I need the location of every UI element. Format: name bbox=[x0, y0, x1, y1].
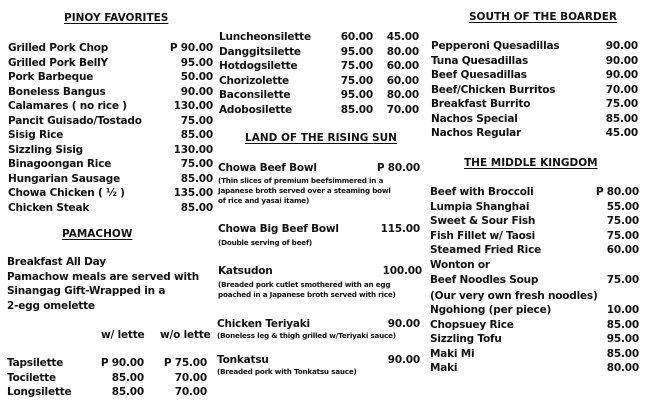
item-name: Ngohiong (per piece) bbox=[430, 304, 552, 316]
item-price-without-lette: 80.00 bbox=[386, 45, 419, 58]
menu-item bbox=[8, 128, 213, 142]
menu-item bbox=[218, 161, 420, 175]
menu-item-note bbox=[430, 289, 639, 303]
item-description: (Breaded pork cutlet smothered with an egg bbox=[218, 280, 391, 289]
item-description: (Boneless leg & thigh grilled w/Teriyaki sauce) bbox=[217, 331, 396, 340]
item-name: Pepperoni Quesadillas bbox=[431, 40, 560, 52]
item-name: Danggitsilette bbox=[219, 45, 301, 58]
item-name: Chowa Beef Bowl bbox=[218, 162, 317, 174]
menu-item bbox=[8, 114, 213, 128]
pamachow-intro-line: 2-egg omelette bbox=[7, 299, 95, 312]
item-name: Chopsuey Rice bbox=[430, 318, 514, 331]
column-header-with-lette: w/ lette bbox=[101, 329, 145, 341]
item-price: 90.00 bbox=[180, 85, 213, 98]
item-name: Sizzling Sisig bbox=[8, 143, 83, 156]
item-name: Baconsilette bbox=[219, 89, 291, 101]
menu-item bbox=[8, 70, 213, 84]
item-price-without-lette: 70.00 bbox=[386, 103, 419, 116]
item-price: 70.00 bbox=[605, 83, 638, 96]
item-name: Steamed Fried Rice bbox=[430, 244, 542, 256]
menu-item bbox=[430, 273, 639, 287]
item-name: Sizzling Tofu bbox=[430, 333, 502, 345]
item-price-with-lette: 85.00 bbox=[111, 386, 144, 398]
item-name: Pancit Guisado/Tostado bbox=[8, 114, 142, 127]
menu-item bbox=[217, 353, 420, 367]
item-price: 85.00 bbox=[180, 129, 213, 141]
menu-item bbox=[219, 45, 419, 59]
item-price-without-lette: 70.00 bbox=[174, 386, 207, 398]
item-name: Adobosilette bbox=[219, 103, 292, 116]
item-description: of rice and yasai itame) bbox=[218, 196, 310, 205]
menu-item bbox=[430, 303, 639, 317]
item-name: Chicken Steak bbox=[8, 201, 90, 214]
menu-item bbox=[431, 97, 638, 111]
item-price-with-lette: 75.00 bbox=[340, 74, 373, 87]
item-name: Tonkatsu bbox=[217, 354, 269, 366]
item-name: Boneless Bangus bbox=[8, 85, 106, 98]
menu-item bbox=[8, 186, 213, 200]
item-price: 45.00 bbox=[605, 127, 638, 139]
item-name: Hotdogsilette bbox=[219, 60, 298, 72]
item-name: Longsilette bbox=[7, 386, 72, 398]
item-price: 80.00 bbox=[606, 362, 639, 374]
section-title-middle-kingdom: THE MIDDLE KINGDOM bbox=[464, 157, 598, 169]
menu-item bbox=[431, 68, 638, 82]
item-name: Fish Fillet w/ Taosi bbox=[430, 229, 536, 242]
menu-item bbox=[218, 264, 422, 278]
menu-item bbox=[431, 112, 638, 126]
item-description: (Thin slices of premium beefsimmered in a bbox=[218, 176, 384, 185]
item-price: 115.00 bbox=[380, 223, 420, 235]
menu-item-line bbox=[430, 258, 639, 272]
menu-item bbox=[430, 185, 639, 199]
item-price-without-lette: P 75.00 bbox=[163, 357, 207, 369]
item-name: Nachos Special bbox=[431, 112, 518, 125]
item-price-without-lette: 45.00 bbox=[386, 31, 419, 43]
menu-item bbox=[219, 74, 419, 88]
menu-item bbox=[430, 332, 639, 346]
item-price: 75.00 bbox=[606, 274, 639, 286]
item-name: Beef Quesadillas bbox=[431, 69, 527, 81]
menu-item bbox=[431, 39, 638, 53]
pamachow-intro-line: Breakfast All Day bbox=[7, 256, 106, 268]
item-price: 100.00 bbox=[382, 265, 422, 277]
item-price: P 80.00 bbox=[376, 162, 420, 174]
item-name: Beef Noodles Soup bbox=[430, 274, 539, 286]
item-price: P 90.00 bbox=[169, 42, 213, 54]
item-price: 85.00 bbox=[606, 318, 639, 331]
item-name: Nachos Regular bbox=[431, 127, 521, 139]
item-price: 90.00 bbox=[387, 354, 420, 366]
item-price-without-lette: 60.00 bbox=[386, 74, 419, 87]
item-price-with-lette: 95.00 bbox=[340, 45, 373, 58]
item-price: 75.00 bbox=[180, 158, 213, 170]
section-title-south-of-the-border: SOUTH OF THE BOARDER bbox=[469, 11, 617, 23]
menu-item bbox=[8, 99, 213, 113]
item-price-with-lette: 95.00 bbox=[340, 89, 373, 101]
item-price: 85.00 bbox=[180, 172, 213, 185]
item-price-with-lette: P 90.00 bbox=[100, 357, 144, 369]
item-price: 10.00 bbox=[606, 304, 639, 316]
item-price: 75.00 bbox=[605, 98, 638, 110]
item-name: Grilled Pork BellY bbox=[8, 56, 108, 69]
menu-item bbox=[430, 229, 639, 243]
item-name: Chowa Big Beef Bowl bbox=[218, 223, 339, 235]
item-price: 90.00 bbox=[605, 54, 638, 67]
menu-item bbox=[7, 371, 207, 385]
item-description: poached in a Japanese broth served with rice) bbox=[218, 290, 396, 299]
section-title-pinoy-favorites: PINOY FAVORITES bbox=[64, 12, 169, 24]
menu-item bbox=[218, 222, 420, 236]
item-name: Tapsilette bbox=[7, 357, 64, 369]
item-name: Katsudon bbox=[218, 265, 273, 277]
item-price: 95.00 bbox=[180, 56, 213, 69]
menu-item bbox=[217, 317, 420, 331]
item-price: 130.00 bbox=[173, 100, 213, 112]
item-price: 90.00 bbox=[605, 69, 638, 81]
item-name: Chowa Chicken ( ½ ) bbox=[8, 187, 125, 199]
item-price: 85.00 bbox=[605, 112, 638, 125]
item-name: Beef/Chicken Burritos bbox=[431, 83, 556, 96]
item-description: (Double serving of beef) bbox=[218, 238, 312, 247]
menu-item bbox=[430, 214, 639, 228]
item-name: Grilled Pork Chop bbox=[8, 42, 109, 54]
item-price: 85.00 bbox=[606, 347, 639, 360]
item-description: Japanese broth served over a steaming bowl bbox=[218, 186, 391, 195]
menu-item bbox=[7, 385, 207, 399]
menu-item bbox=[8, 157, 213, 171]
item-name: Chicken Teriyaki bbox=[217, 318, 310, 330]
menu-item bbox=[8, 172, 213, 186]
menu-item bbox=[430, 200, 639, 214]
menu-item bbox=[430, 243, 639, 257]
item-name: Luncheonsilette bbox=[219, 31, 311, 43]
item-price: 85.00 bbox=[180, 201, 213, 214]
pamachow-intro-line: Pamachow meals are served with bbox=[7, 270, 199, 283]
menu-item bbox=[8, 85, 213, 99]
item-price: 135.00 bbox=[173, 187, 213, 199]
menu-item bbox=[219, 30, 419, 44]
pamachow-intro-line: Sinangag Gift-Wrapped in a bbox=[7, 285, 166, 297]
menu-item bbox=[219, 59, 419, 73]
item-name: Hungarian Sausage bbox=[8, 172, 121, 185]
item-name: Pork Barbeque bbox=[8, 71, 94, 83]
menu-item bbox=[430, 318, 639, 332]
item-description: (Breaded pork with Tonkatsu sauce) bbox=[217, 367, 357, 376]
item-name: Wonton or bbox=[430, 258, 490, 271]
item-name: Binagoongan Rice bbox=[8, 158, 112, 170]
item-name: Sisig Rice bbox=[8, 129, 64, 141]
item-price: P 80.00 bbox=[595, 186, 639, 198]
item-price: 90.00 bbox=[387, 318, 420, 330]
item-price: 75.00 bbox=[606, 215, 639, 227]
menu-item bbox=[430, 361, 639, 375]
menu-item bbox=[8, 56, 213, 70]
item-price-without-lette: 70.00 bbox=[174, 371, 207, 384]
section-title-pamachow: PAMACHOW bbox=[62, 228, 133, 240]
item-price-with-lette: 60.00 bbox=[340, 31, 373, 43]
item-name: Lumpia Shanghai bbox=[430, 200, 530, 213]
item-name: Maki Mi bbox=[430, 347, 475, 360]
item-name: Tocilette bbox=[7, 371, 56, 384]
item-name: Maki bbox=[430, 362, 458, 374]
menu-item bbox=[431, 126, 638, 140]
menu-item bbox=[219, 103, 419, 117]
section-title-rising-sun: LAND OF THE RISING SUN bbox=[245, 132, 397, 144]
item-price-with-lette: 75.00 bbox=[340, 60, 373, 72]
item-name: Calamares ( no rice ) bbox=[8, 100, 127, 112]
menu-item bbox=[430, 347, 639, 361]
menu-item bbox=[431, 83, 638, 97]
column-header-without-lette: w/o lette bbox=[160, 329, 211, 341]
item-name: Sweet & Sour Fish bbox=[430, 215, 536, 227]
item-name: Tuna Quesadillas bbox=[431, 54, 529, 67]
item-price: 95.00 bbox=[606, 333, 639, 345]
item-price: 75.00 bbox=[606, 229, 639, 242]
item-price: 50.00 bbox=[180, 71, 213, 83]
item-price: 130.00 bbox=[173, 143, 213, 156]
item-name: (Our very own fresh noodles) bbox=[430, 289, 598, 302]
menu-item bbox=[219, 88, 419, 102]
item-price: 90.00 bbox=[605, 40, 638, 52]
item-price-without-lette: 60.00 bbox=[386, 60, 419, 72]
item-price-with-lette: 85.00 bbox=[340, 103, 373, 116]
item-price: 60.00 bbox=[606, 244, 639, 256]
menu-item bbox=[431, 54, 638, 68]
item-price-without-lette: 80.00 bbox=[386, 89, 419, 101]
item-price-with-lette: 85.00 bbox=[111, 371, 144, 384]
item-name: Breakfast Burrito bbox=[431, 98, 531, 110]
menu-item bbox=[8, 41, 213, 55]
item-price: 75.00 bbox=[180, 114, 213, 127]
menu-item bbox=[7, 356, 207, 370]
item-name: Chorizolette bbox=[219, 74, 289, 87]
menu-item bbox=[8, 143, 213, 157]
menu-item bbox=[8, 201, 213, 215]
item-name: Beef with Broccoli bbox=[430, 186, 534, 198]
item-price: 55.00 bbox=[606, 200, 639, 213]
